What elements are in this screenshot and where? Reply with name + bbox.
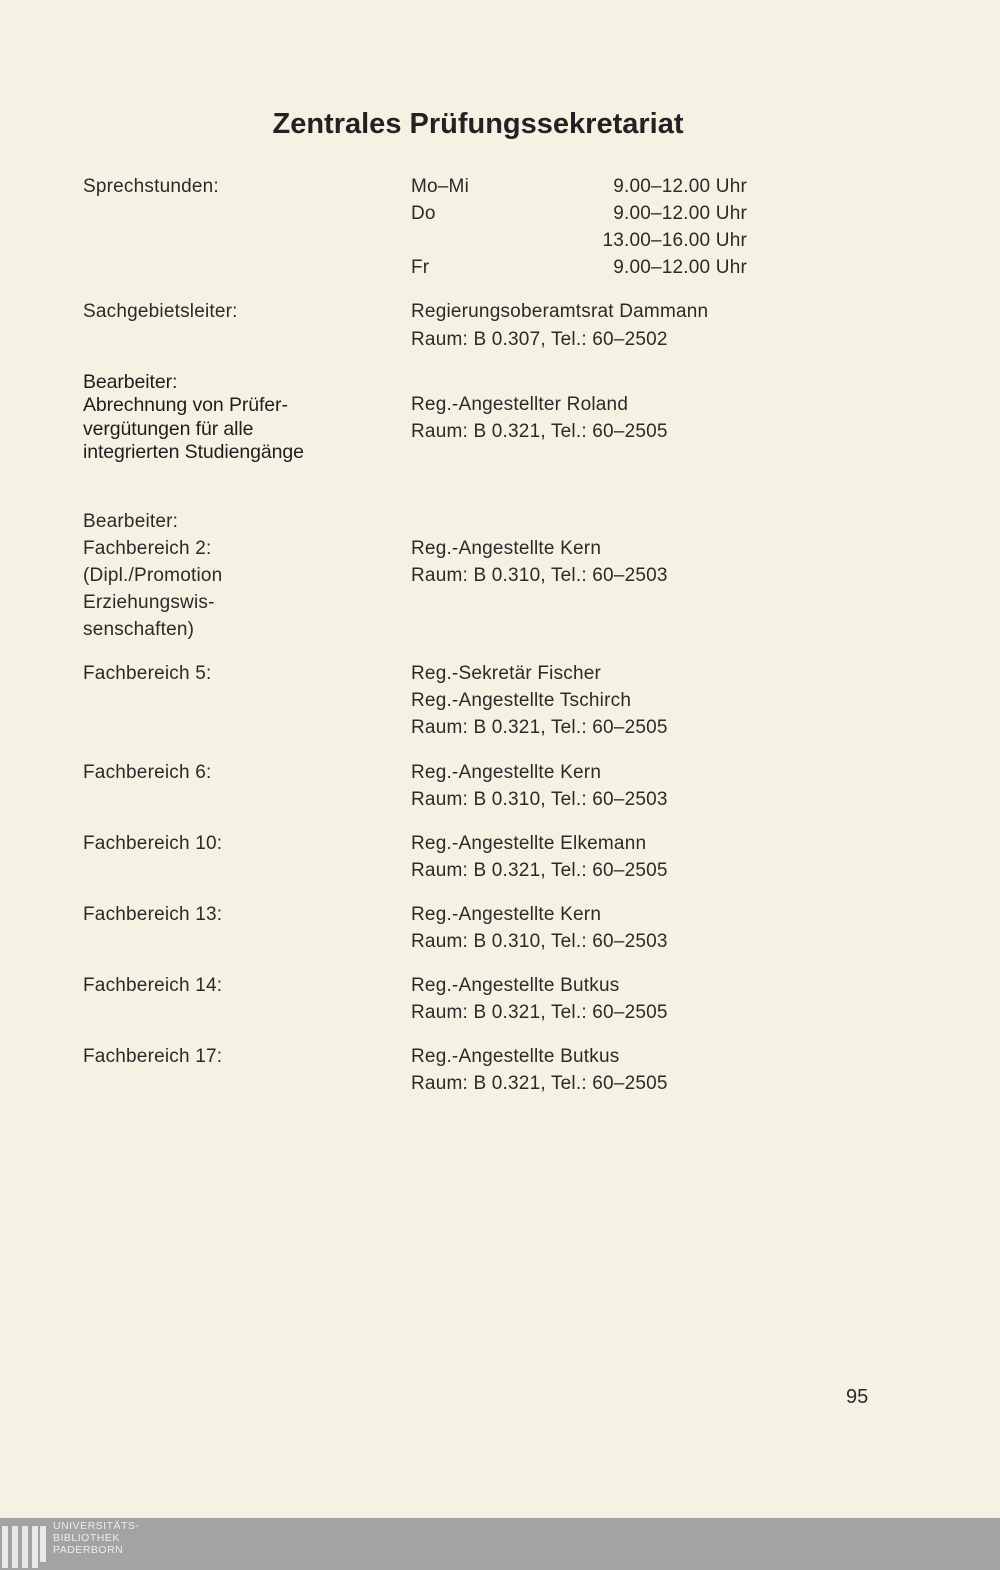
office-hours-time: 9.00–12.00 Uhr: [613, 257, 747, 278]
page-number: 95: [846, 1386, 869, 1408]
logo-line: BIBLIOTHEK: [53, 1532, 120, 1544]
department-staff: Reg.-Angestellte Tschirch: [411, 690, 632, 711]
department-label: (Dipl./Promotion: [83, 565, 223, 586]
office-hours-time: 9.00–12.00 Uhr: [613, 176, 747, 197]
page-title: Zentrales Prüfungssekretariat: [272, 108, 684, 140]
billing-staff: Reg.-Angestellter Roland: [411, 394, 629, 415]
department-room: Raum: B 0.321, Tel.: 60–2505: [411, 717, 668, 738]
department-room: Raum: B 0.310, Tel.: 60–2503: [411, 789, 668, 810]
department-room: Raum: B 0.321, Tel.: 60–2505: [411, 860, 668, 881]
billing-label: integrierten Studiengänge: [83, 441, 304, 463]
department-room: Raum: B 0.310, Tel.: 60–2503: [411, 565, 668, 586]
department-label: Fachbereich 5:: [83, 663, 212, 684]
head-label: Sachgebietsleiter:: [83, 301, 238, 322]
department-label: Fachbereich 10:: [83, 833, 223, 854]
head-name: Regierungsoberamtsrat Dammann: [411, 301, 709, 322]
logo-line: PADERBORN: [53, 1544, 124, 1556]
department-staff: Reg.-Angestellte Kern: [411, 762, 602, 783]
billing-label: Abrechnung von Prüfer-: [83, 394, 288, 416]
logo-line: UNIVERSITÄTS-: [53, 1520, 140, 1532]
library-footer: [0, 1518, 1000, 1570]
department-label: Fachbereich 14:: [83, 975, 223, 996]
department-room: Raum: B 0.310, Tel.: 60–2503: [411, 931, 668, 952]
billing-label: Bearbeiter:: [83, 371, 178, 393]
department-staff: Reg.-Sekretär Fischer: [411, 663, 602, 684]
department-staff: Reg.-Angestellte Kern: [411, 904, 602, 925]
department-staff: Reg.-Angestellte Elkemann: [411, 833, 647, 854]
head-room: Raum: B 0.307, Tel.: 60–2502: [411, 329, 668, 350]
office-hours-day: Mo–Mi: [411, 176, 470, 197]
office-hours-time: 9.00–12.00 Uhr: [613, 203, 747, 224]
billing-label: vergütungen für alle: [83, 418, 254, 440]
office-hours-day: Do: [411, 203, 436, 224]
department-room: Raum: B 0.321, Tel.: 60–2505: [411, 1002, 668, 1023]
department-room: Raum: B 0.321, Tel.: 60–2505: [411, 1073, 668, 1094]
department-staff: Reg.-Angestellte Butkus: [411, 1046, 620, 1067]
department-label: senschaften): [83, 619, 195, 640]
department-label: Fachbereich 2:: [83, 538, 212, 559]
department-label: Erziehungswis-: [83, 592, 215, 613]
department-staff: Reg.-Angestellte Kern: [411, 538, 602, 559]
department-label: Bearbeiter:: [83, 511, 179, 532]
department-label: Fachbereich 6:: [83, 762, 212, 783]
department-staff: Reg.-Angestellte Butkus: [411, 975, 620, 996]
office-hours-time: 13.00–16.00 Uhr: [602, 230, 747, 251]
office-hours-label: Sprechstunden:: [83, 176, 219, 197]
department-label: Fachbereich 17:: [83, 1046, 223, 1067]
billing-room: Raum: B 0.321, Tel.: 60–2505: [411, 421, 668, 442]
office-hours-day: Fr: [411, 257, 430, 278]
library-logo-text: [53, 1520, 139, 1556]
department-label: Fachbereich 13:: [83, 904, 223, 925]
